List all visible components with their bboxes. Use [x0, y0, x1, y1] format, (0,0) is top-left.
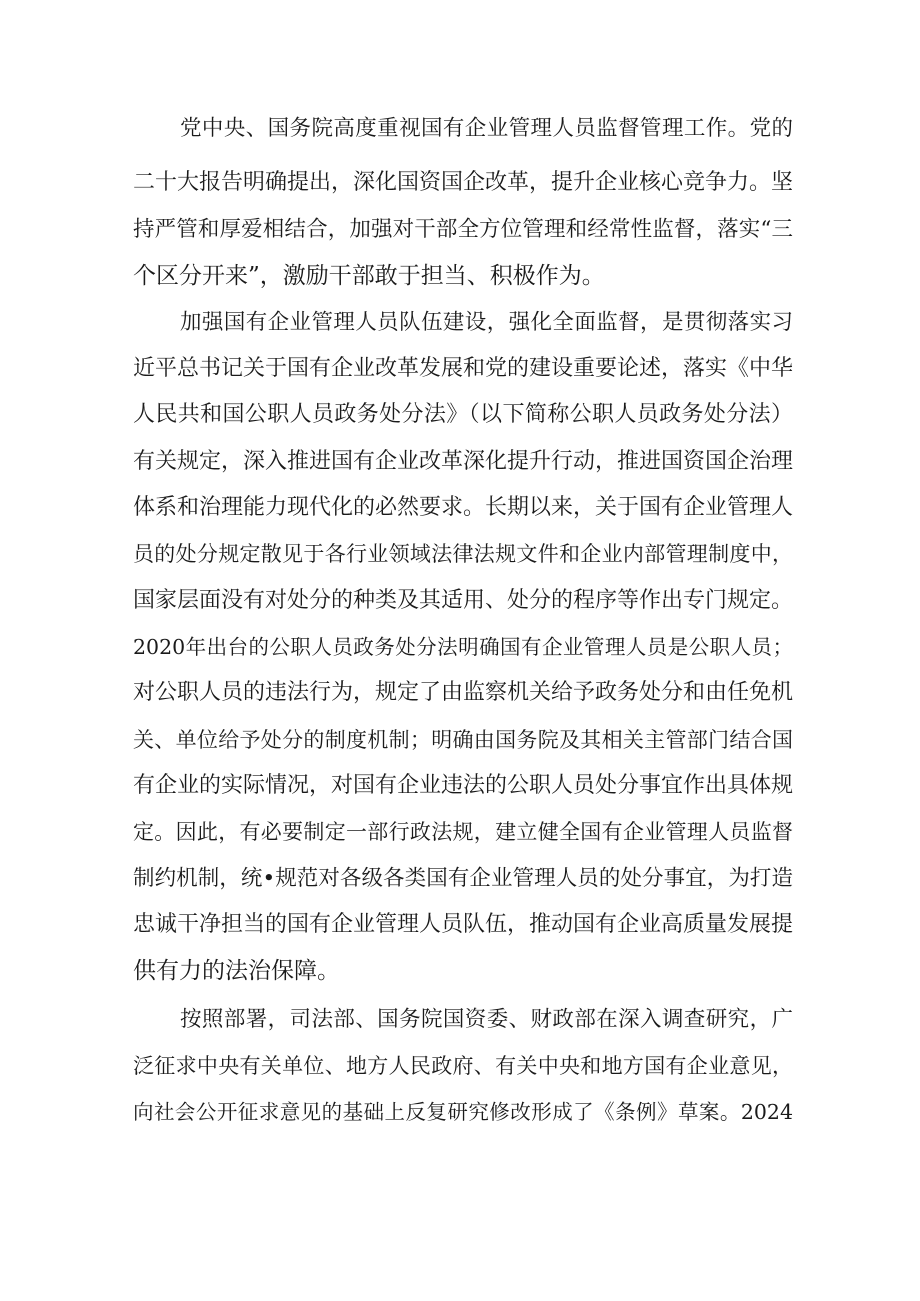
paragraph-2-line-6: 员的处分规定散见于各行业领域法律法规文件和企业内部管理制度中，: [133, 542, 793, 566]
paragraph-3-line-3: 向社会公开征求意见的基础上反复研究修改形成了《条例》草案。2024: [133, 1100, 793, 1124]
paragraph-2-line-4: 有关规定，深入推进国有企业改革深化提升行动，推进国资国企治理: [133, 449, 794, 474]
paragraph-2-line-9: 对公职人员的违法行为，规定了由监察机关给予政务处分和由任免机: [133, 680, 794, 705]
paragraph-3-line-2: 泛征求中央有关单位、地方人民政府、有关中央和地方国有企业意见，: [133, 1054, 793, 1078]
paragraph-1-line-1: 党中央、国务院高度重视国有企业管理人员监督管理工作。党的: [180, 116, 793, 141]
paragraph-2-line-14: 忠诚干净担当的国有企业管理人员队伍，推动国有企业高质量发展提: [133, 912, 794, 937]
paragraph-2-line-1: 加强国有企业管理人员队伍建设，强化全面监督，是贯彻落实习: [180, 310, 793, 335]
paragraph-2-line-15: 供有力的法治保障。: [133, 958, 340, 984]
paragraph-1-line-2: 二十大报告明确提出，深化国资国企改革，提升企业核心竞争力。坚: [133, 170, 794, 195]
paragraph-3-line-1: 按照部署，司法部、国务院国资委、财政部在深入调查研究，广: [180, 1007, 793, 1032]
paragraph-2-line-3: 人民共和国公职人员政务处分法》（以下简称公职人员政务处分法）: [133, 402, 793, 427]
paragraph-2-line-7: 国家层面没有对处分的种类及其适用、处分的程序等作出专门规定。: [133, 588, 794, 613]
paragraph-2-line-5: 体系和治理能力现代化的必然要求。长期以来，关于国有企业管理人: [133, 495, 794, 520]
paragraph-2-line-12: 定。因此，有必要制定一部行政法规，建立健全国有企业管理人员监督: [133, 820, 793, 844]
paragraph-2-line-13: 制约机制，统•规范对各级各类国有企业管理人员的处分事宜，为打造: [133, 866, 793, 891]
paragraph-1-line-4: 个区分开来”，激励干部敢于担当、积极作为。: [133, 263, 605, 289]
paragraph-2-line-8: 2020年出台的公职人员政务处分法明确国有企业管理人员是公职人员；: [133, 635, 793, 659]
paragraph-2-line-10: 关、单位给予处分的制度机制；明确由国务院及其相关主管部门结合国: [133, 728, 793, 752]
paragraph-2-line-2: 近平总书记关于国有企业改革发展和党的建设重要论述，落实《中华: [133, 356, 794, 381]
paragraph-2-line-11: 有企业的实际情况，对国有企业违法的公职人员处分事宜作出具体规: [133, 773, 794, 798]
paragraph-1-line-3: 持严管和厚爱相结合，加强对干部全方位管理和经常性监督，落实“三: [133, 217, 793, 242]
